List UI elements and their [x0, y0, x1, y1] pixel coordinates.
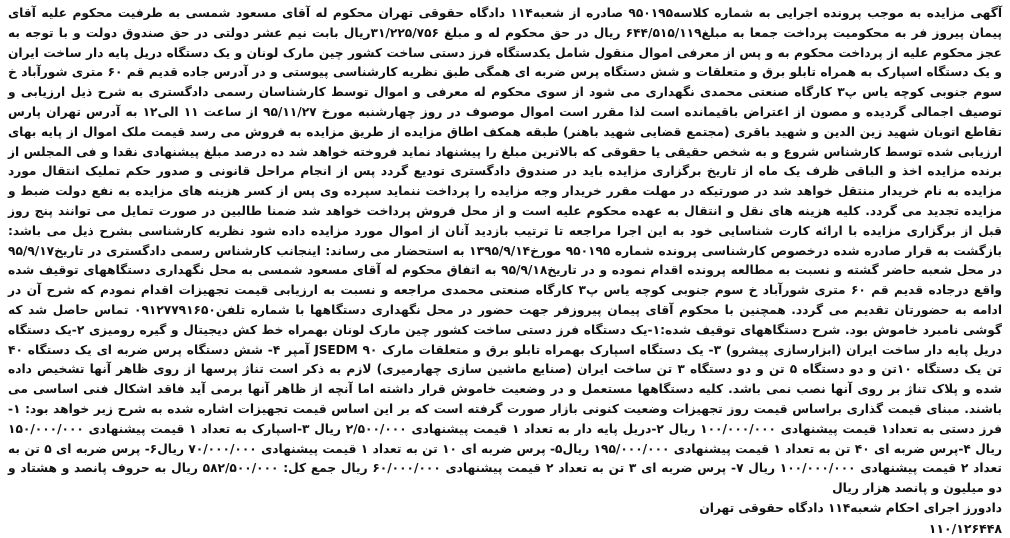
notice-body-text: آگهی مزایده به موجب پرونده اجرایی به شماره کلاسه۹۵۰۱۹۵ صادره از شعبه۱۱۴ دادگاه حقوقی تهران محکوم له آقای مسعود شمسی به طرفیت محکوم علیه آقای پیمان پیروز فر به محکومیت پرداخت جمعا به مبلغ۶۴۴/۵۱۵/۱۱۹ ریال در حق محکوم له و مبلغ ۳۱/۲۲۵/۷۵۶ریال بابت نیم عشر دولتی در حق صندوق دولت و با توجه به عجز محکوم علیه از پرداخت محکوم به و پس از معرفی اموال منقول شامل یکدستگاه فرز دستی ساخت کشور چین مارک لونان و یک دستگاه دریل پایه دار ساخت ایران و یک دستگاه اسپارک به همراه تابلو برق و متعلقات و شش دستگاه پرس ضربه ای همگی طبق نظریه کارشناسی پیوستی و در آدرس جاده قدیم قم ۶۰ متری شورآباد خ سوم جنوبی کوچه یاس پ۳ کارگاه صنعتی محمدی نگهداری می شود از سوی محکوم له معرفی و اموال توسط کارشناسان رسمی دادگستری به شرح ذیل ارزیابی و توصیف اجمالی گردیده و مصون از اعتراض باقیمانده است لذا مقرر است اموال موصوف در روز چهارشنبه مورخ ۹۵/۱۱/۲۷ از ساعت ۱۱ الی۱۲ به آدرس تهران پارس تقاطع اتوبان شهید زین الدین و شهید باقری (مجتمع قضایی شهید باهنر) طبقه همکف اطاق مزایده از طریق مزایده به فروش می رسد قیمت ملک اموال از پایه بهای ارزیابی شده توسط کارشناس شروع و به شخص حقیقی یا حقوقی که بالاترین مبلغ را پیشنهاد نماید فروخته خواهد شد ده درصد مبلغ پیشنهادی نقدا و فی المجلس از برنده مزایده اخذ و الباقی ظرف یک ماه از تاریخ برگزاری مزایده باید در صندوق دادگستری تودیع گردد پس از انجام مراحل قانونی و صدور حکم تملیک انتقال مورد مزایده به نام خریدار منتقل خواهد شد در صورتیکه در مهلت مقرر خریدار وجه مزایده را پرداخت ننماید سپرده وی پس از کسر هزینه های مزایده به نفع دولت ضبط و مزایده تجدید می گردد. کلیه هزینه های نقل و انتقال به عهده محکوم علیه است و از محل فروش پرداخت خواهد شد ضمنا طالبین در صورت تمایل می توانند پنج روز قبل از برگزاری مزایده با ارائه کارت شناسایی خود به این اجرا مراجعه تا ترتیب بازدید آنان از اموال مورد مزایده داده شود نظریه کارشناسی بشرح ذیل می باشد: بازگشت به قرار صادره شده درخصوص کارشناسی پرونده شماره ۹۵۰۱۹۵ مورخ۱۳۹۵/۹/۱۴ به استحضار می رساند: اینجانب کارشناس رسمی دادگستری در تاریخ۹۵/۹/۱۷ در محل شعبه حاضر گشته و نسبت به مطالعه پرونده اقدام نموده و در تاریخ۹۵/۹/۱۸ به اتفاق محکوم له آقای مسعود شمسی به محل نگهداری دستگاههای توقیف شده واقع درجاده قدیم قم ۶۰ متری شورآباد خ سوم جنوبی کوچه یاس پ۳ کارگاه صنعتی محمدی مراجعه و نسبت به ارزیابی قیمت تجهیزات اقدام نمودم که شرح آن در ادامه به حضورتان تقدیم می گردد. همچنین با محکوم آقای پیمان پیروزفر جهت حضور در محل نگهداری دستگاهها با شماره تلفن۰۹۱۲۷۷۹۱۶۵۰ تماس حاصل شد که گوشی نامبرد خاموش بود. شرح دستگاههای توقیف شده:۱-یک دستگاه فرز دستی ساخت کشور چین مارک لونان بهمراه خط کش دیجیتال و گیره رومیزی ۲-یک دستگاه دریل پایه دار ساخت ایران (ابزارسازی پیشرو) ۳- یک دستگاه اسپارک بهمراه تابلو برق و متعلقات مارک JSEDM ۹۰ آمپر ۴- شش دستگاه پرس ضربه ای یک دستگاه ۴۰ تن یک دستگاه ۱۰تن و دو دستگاه ۵ تن و دو دستگاه ۳ تن ساخت ایران (صنایع ماشین سازی چهارمیری) لازم به ذکر است تناژ پرسها از روی ظاهر آنها تشخیص داده شده و پلاک تناژ بر روی آنها نصب نمی باشد. کلیه دستگاهها مستعمل و در وضعیت خاموش قرار داشته اما آنچه از ظاهر آنها برمی آید فاقد اشکال فنی اساسی می باشند. مبنای قیمت گذاری براساس قیمت روز تجهیزات وضعیت کنونی بازار صورت گرفته است که بر این اساس قیمت تجهیزات اشاره شده به شرح زیر خواهد بود: ۱-فرز دستی به تعداد۱ قیمت پیشنهادی ۱۰۰/۰۰۰/۰۰۰ ریال ۲-دریل پایه دار به تعداد ۱ قیمت پیشنهادی ۲/۵۰۰/۰۰۰ ریال ۳-اسپارک به تعداد ۱ قیمت پیشنهادی ۱۵۰/۰۰۰/۰۰۰ ریال ۴-پرس ضربه ای ۴۰ تن به تعداد ۱ قیمت پیشنهادی ۱۹۵/۰۰۰/۰۰۰ ریال۵- پرس ضربه ای ۱۰ تن به تعداد ۱ قیمت پیشنهادی ۷۰/۰۰۰/۰۰۰ ریال۶- پرس ضربه ای ۵ تن به تعداد ۲ قیمت پیشنهادی ۱۰۰/۰۰۰/۰۰۰ ریال ۷- پرس ضربه ای ۳ تن به تعداد ۲ قیمت پیشنهادی ۶۰/۰۰۰/۰۰۰ ریال جمع کل: ۵۸۲/۵۰۰/۰۰۰ ریال به حروف پانصد و هشتاد و دو میلیون و پانصد هزار ریال	[8, 6, 1003, 496]
notice-signature: دادورز اجرای احکام شعبه۱۱۴ دادگاه حقوقی تهران	[699, 500, 1002, 515]
notice-signature-line	[8, 499, 1002, 519]
notice-tracking-line	[8, 519, 1002, 538]
notice-tracking-number: ۱۱۰/۱۲۶۴۴۸	[928, 520, 1002, 536]
